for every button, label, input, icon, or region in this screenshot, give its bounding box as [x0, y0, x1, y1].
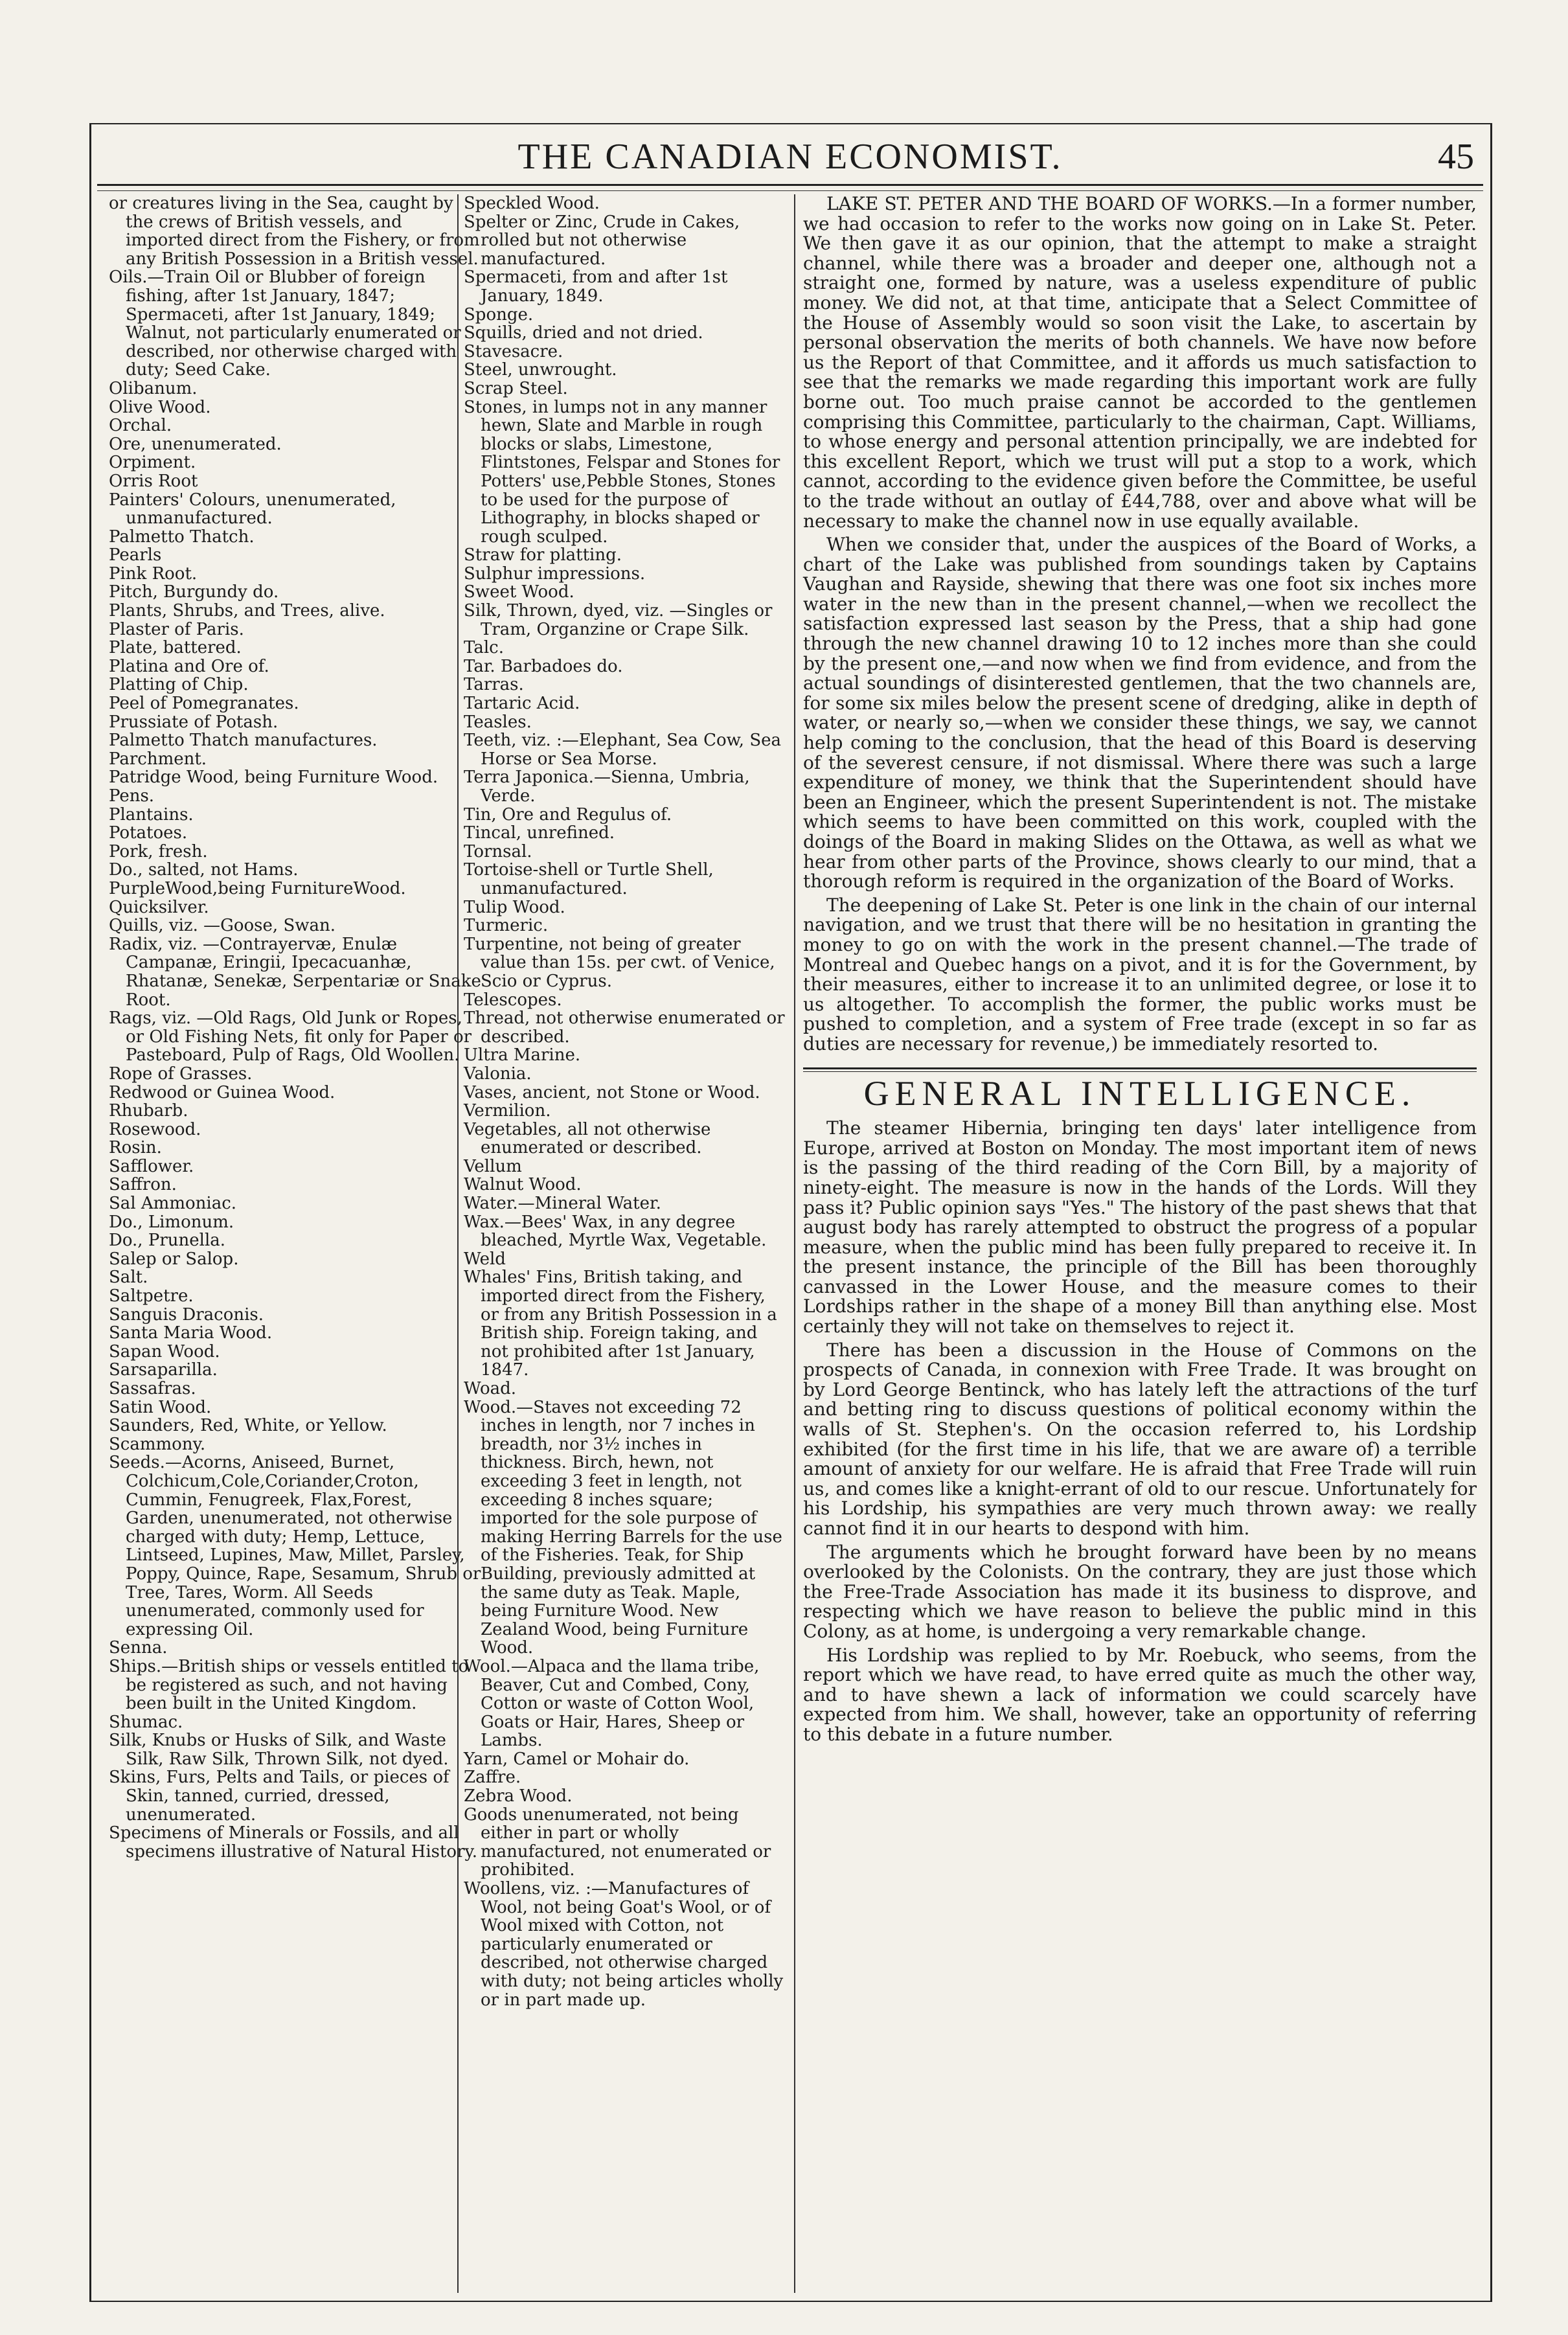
article-paragraph: When we consider that, under the auspices of the Board of Works, a chart of the Lake was published from soundings taken by Captains Vaughan and Rayside, shewing that there was one foot six inches more water in the new than in the present channel,—when we recollect the satisfaction expressed last season by the Press, that a ship had gone through the new channel drawing 10 to 12 inches more than she could by the present one,—and now when we find from evidence, and from the actual soundings of disinterested gentlemen, that the two channels are, for some six miles below the present scene of dredging, alike in depth of water, or nearly so,—when we consider these things, we say, we cannot help coming to the conclusion, that the head of this Board is deserving of the severest censure, if not dismissal. Where there was such a large expenditure of money, we think that the Superintendent should have been an Engineer, which the present Superintendent is not. The mistake which seems to have been committed on this work, coupled with the doings of the Board in making Slides on the Ottawa, as well as what we hear from other parts of the Province, shows clearly to our mind, that a thorough reform is required in the organization of the Board of Works. [803, 534, 1477, 893]
tariff-entry: Olive Wood. [109, 397, 211, 417]
tariff-entry: Speckled Wood. [464, 194, 600, 213]
tariff-entry: Stones, in lumps not in any manner hewn, Slate and Marble in rough blocks or slabs, Limestone, Flintstones, Felspar and Stones for Potters' use,Pebble Stones, Stones to be used for the purpose of Lithography, in blocks shaped or rough sculped. [464, 397, 780, 547]
tariff-entry: Salt. [109, 1268, 148, 1288]
article-general-intelligence [803, 1119, 1477, 1744]
tariff-entry: Sapan Wood. [109, 1341, 220, 1361]
tariff-entry: Wood.—Staves not exceeding 72 inches in length, nor 7 inches in breadth, nor 3½ inches in thickness. Birch, hewn, not exceeding 3 feet in length, not exceeding 8 inches square; imported for the sole purpose of making Herring Barrels for the use of the Fisheries. Teak, for Ship Building, previously admitted at the same duty as Teak. Maple, being Furniture Wood. New Zealand Wood, being Furniture Wood. [464, 1397, 782, 1658]
tariff-entry: Platting of Chip. [109, 675, 249, 695]
tariff-entry: Woad. [464, 1379, 517, 1398]
tariff-entry: Straw for platting. [464, 545, 622, 565]
article-paragraph: LAKE ST. PETER AND THE BOARD OF WORKS.—In a former number, we had occasion to refer to the works now going on in Lake St. Peter. We then gave it as our opinion, that the attempt to make a straight channel, while there was a broader and deeper one, although not a straight one, formed by nature, was a useless expenditure of public money. We did not, at that time, anticipate that a Select Committee of the House of Assembly would so soon visit the Lake, to ascertain by personal observation the merits of both channels. We have now before us the Report of that Committee, and it affords us much satisfaction to see that the remarks we made regarding this important work are fully borne out. Too much praise cannot be accorded to the gentlemen comprising this Committee, particularly to the chairman, Capt. Williams, to whose energy and personal attention principally, we are indebted for this excellent Report, which we trust will put a stop to a work, which cannot, according to the evidence given before the Committee, be useful to the trade without an outlay of £44,788, over and above what will be necessary to make the channel now in use equally available. [803, 193, 1477, 532]
article-paragraph: The deepening of Lake St. Peter is one link in the chain of our internal navigation, and we trust that there will be no hesitation in granting the money to go on with the work in the present channel.—The trade of Montreal and Quebec hangs on a pivot, and it is for the Government, by their measures, either to increase it to an unlimited degree, or lose it to us altogether. To accomplish the former, the public works must be pushed to completion, and a system of Free trade (except in so far as duties are necessary for revenue,) be immediately resorted to. [803, 894, 1477, 1054]
tariff-entry: Sanguis Draconis. [109, 1304, 264, 1325]
masthead-title: THE CANADIAN ECONOMIST. [517, 137, 1063, 177]
tariff-entry: Silk, Knubs or Husks of Silk, and Waste Silk, Raw Silk, Thrown Silk, not dyed. [109, 1731, 449, 1769]
tariff-entry: Tarras. [464, 675, 524, 695]
tariff-entry: Prussiate of Potash. [109, 712, 278, 732]
tariff-entry: Plaster of Paris. [109, 619, 244, 639]
tariff-entry: Specimens of Minerals or Fossils, and all specimens illustrative of Natural History. [109, 1823, 478, 1862]
tariff-entry: Squills, dried and not dried. [464, 323, 703, 343]
tariff-entry: Do., salted, not Hams. [109, 860, 299, 880]
tariff-entry: Radix, viz. —Contrayervæ, Enulæ Campanæ, Eringii, Ipecacuanhæ, Rhatanæ, Senekæ, Serpentariæ or Snake Root. [109, 934, 481, 1010]
tariff-entry: Wax.—Bees' Wax, in any degree bleached, Myrtle Wax, Vegetable. [464, 1212, 767, 1251]
tariff-entry: Telescopes. [464, 990, 562, 1010]
tariff-entry: Palmetto Thatch manufactures. [109, 731, 378, 751]
tariff-entry: Rosin. [109, 1138, 162, 1158]
tariff-entry: Safflower. [109, 1156, 194, 1176]
tariff-entry: Seeds.—Acorns, Aniseed, Burnet, Colchicum,Cole,Coriander,Croton, Cummin, Fenugreek, Flax,Forest, Garden, unenumerated, not otherwise charged with duty; Hemp, Lettuce, Lintseed, Lupines, Maw, Millet, Parsley, Poppy, Quince, Rape, Sesamum, Shrub or Tree, Tares, Worm. All Seeds unenumerated, commonly used for expressing Oil. [109, 1453, 481, 1639]
tariff-entry: Turpentine, not being of greater value than 15s. per cwt. of Venice, Scio or Cyprus. [464, 934, 775, 991]
tariff-entry: Sarsaparilla. [109, 1360, 218, 1380]
tariff-entry: Vermilion. [464, 1101, 551, 1121]
tariff-entry: Saunders, Red, White, or Yellow. [109, 1416, 387, 1436]
tariff-entry: Tulip Wood. [464, 897, 565, 917]
tariff-entry: Skins, Furs, Pelts and Tails, or pieces of Skin, tanned, curried, dressed, unenumerated. [109, 1768, 449, 1825]
tariff-entry: Goods unenumerated, not being either in part or wholly manufactured, not enumerated or prohibited. [464, 1805, 771, 1880]
tariff-entry: Water.—Mineral Water. [464, 1194, 661, 1214]
tariff-entry: Plate, battered. [109, 638, 242, 658]
tariff-entry: Sweet Wood. [464, 582, 574, 602]
article-paragraph: The steamer Hibernia, bringing ten days' later intelligence from Europe, arrived at Boston on Monday. The most important item of news is the passing of the third reading of the Corn Bill, by a majority of ninety-eight. The measure is now in the hands of the Lords. Will they pass it? Public opinion says "Yes." The history of the past shews that that august body has rarely attempted to obstruct the progress of a popular measure, when the public mind has been fully prepared to receive it. In the present instance, the principle of the Bill has been thoroughly canvassed in the Lower House, and the measure comes to their Lordships rather in the shape of a money Bill than anything else. Most certainly they will not take on themselves to reject it. [803, 1117, 1477, 1338]
tariff-entry: Satin Wood. [109, 1397, 212, 1417]
tariff-entry: Patridge Wood, being Furniture Wood. [109, 768, 438, 788]
tariff-entry: Ships.—British ships or vessels entitled to be registered as such, and not having been built in the United Kingdom. [109, 1656, 469, 1714]
tariff-entry: Saltpetre. [109, 1286, 194, 1306]
article-paragraph: His Lordship was replied to by Mr. Roebuck, who seems, from the report which we have read, to have erred quite as much the other way, and to have shewn a lack of information we could scarcely have expected from him. We shall, however, take an opportunity of referring to this debate in a future number. [803, 1644, 1477, 1745]
tariff-entry: Sassafras. [109, 1379, 196, 1398]
tariff-entry: Tartaric Acid. [464, 694, 580, 714]
tariff-entry: Tin, Ore and Regulus of. [464, 804, 672, 825]
tariff-entry: Vases, ancient, not Stone or Wood. [464, 1082, 760, 1102]
tariff-entry: Platina and Ore of. [109, 656, 269, 676]
tariff-entry: Zaffre. [464, 1768, 521, 1788]
tariff-entry: Scrap Steel. [464, 378, 568, 398]
tariff-entry: Rags, viz. —Old Rags, Old Junk or Ropes, or Old Fishing Nets, fit only for Paper or Pasteboard, Pulp of Rags, Old Woollen. [109, 1008, 472, 1065]
tariff-entry: Pitch, Burgundy do. [109, 582, 279, 602]
tariff-entry: Pearls [109, 545, 162, 565]
tariff-entry: Oils.—Train Oil or Blubber of foreign fishing, after 1st January, 1847; Spermaceti, after 1st January, 1849; Walnut, not particularly enumerated or described, nor otherwise charged with duty; Seed Cake. [109, 268, 461, 380]
tariff-entry: Peel of Pomegranates. [109, 694, 299, 714]
tariff-entry: Parchment. [109, 749, 207, 769]
tariff-entry: Do., Limonum. [109, 1212, 234, 1232]
tariff-entry: Tornsal. [464, 841, 532, 861]
tariff-entry: PurpleWood,being FurnitureWood. [109, 878, 406, 898]
tariff-entry: Woollens, viz. :—Manufactures of Wool, not being Goat's Wool, or of Wool mixed with Cotton, not particularly enumerated or described, not otherwise charged with duty; not being articles wholly or in part made up. [464, 1879, 784, 2010]
column-3-articles [803, 194, 1477, 1749]
tariff-entry: Zebra Wood. [464, 1786, 573, 1806]
tariff-entry: Thread, not otherwise enumerated or described. [464, 1008, 785, 1047]
tariff-entry: Valonia. [464, 1064, 532, 1084]
header-rule-thin [97, 190, 1483, 191]
tariff-entry: Talc. [464, 638, 504, 658]
section-rule-thin [803, 1071, 1477, 1072]
tariff-entry: Teeth, viz. :—Elephant, Sea Cow, Sea Horse or Sea Morse. [464, 731, 782, 769]
tariff-entry: Vellum [464, 1156, 522, 1176]
tariff-entry: Silk, Thrown, dyed, viz. —Singles or Tram, Organzine or Crape Silk. [464, 601, 773, 639]
tariff-entry: Turmeric. [464, 916, 549, 936]
tariff-entry: Potatoes. [109, 823, 188, 843]
tariff-entry: Weld [464, 1249, 506, 1269]
tariff-entry: Do., Prunella. [109, 1231, 226, 1251]
tariff-entry: Palmetto Thatch. [109, 527, 255, 547]
article-paragraph: There has been a discussion in the House of Commons on the prospects of Canada, in connexion with Free Trade. It was brought on by Lord George Bentinck, who has lately left the attractions of the turf and betting ring to discuss questions of political economy within the walls of St. Stephen's. On the occasion referred to, his Lordship exhibited (for the first time in his life, that we are aware of) a terrible amount of anxiety for our welfare. He is afraid that Free Trade will ruin us, and comes like a knight-errant of old to our rescue. Unfortunately for his Lordship, his sympathies are very much thrown away: we really cannot find it in our hearts to despond with him. [803, 1339, 1477, 1539]
tariff-entry: Yarn, Camel or Mohair do. [464, 1749, 690, 1769]
tariff-entry: Orris Root [109, 471, 198, 491]
tariff-entry: Ultra Marine. [464, 1045, 581, 1065]
tariff-entry: Walnut Wood. [464, 1175, 582, 1195]
column-divider-2 [794, 194, 795, 2293]
tariff-entry: Vegetables, all not otherwise enumerated or described. [464, 1119, 711, 1158]
article-lake-st-peter [803, 194, 1477, 1054]
tariff-entry: Rhubarb. [109, 1101, 188, 1121]
tariff-entry: Steel, unwrought. [464, 360, 617, 380]
tariff-entry: Pink Root. [109, 564, 198, 584]
tariff-entry: Scammony. [109, 1434, 206, 1454]
tariff-entry: Rope of Grasses. [109, 1064, 253, 1084]
page-number: 45 [1438, 137, 1474, 177]
tariff-entry: Sal Ammoniac. [109, 1194, 237, 1214]
tariff-entry: Quicksilver. [109, 897, 209, 917]
tariff-entry: or creatures living in the Sea, caught by the crews of British vessels, and imported direct from the Fishery, or from any British Possession in a British vessel. [109, 194, 480, 269]
tariff-entry: Wool.—Alpaca and the llama tribe, Beaver, Cut and Combed, Cony, Cotton or waste of Cotton Wool, Goats or Hair, Hares, Sheep or Lambs. [464, 1656, 760, 1751]
tariff-entry: Senna. [109, 1638, 168, 1658]
tariff-entry: Pens. [109, 786, 155, 806]
tariff-entry: Tortoise-shell or Turtle Shell, unmanufactured. [464, 860, 714, 898]
page-header [97, 130, 1483, 181]
tariff-entry: Plants, Shrubs, and Trees, alive. [109, 601, 385, 621]
tariff-entry: Quills, viz. —Goose, Swan. [109, 916, 336, 936]
tariff-entry: Saffron. [109, 1175, 177, 1195]
tariff-entry: Rosewood. [109, 1119, 201, 1139]
tariff-entry: Tincal, unrefined. [464, 823, 615, 843]
tariff-entry: Tar. Barbadoes do. [464, 656, 623, 676]
header-rule-thick [97, 184, 1483, 186]
column-1-tariff-list [109, 194, 482, 1861]
column-2-tariff-list [464, 194, 788, 2009]
article-paragraph: The arguments which he brought forward have been by no means overlooked by the Colonists. On the contrary, they are just those which the Free-Trade Association has made it its business to disprove, and respecting which we have reason to believe the public mind in this Colony, as at home, is undergoing a very remarkable change. [803, 1541, 1477, 1642]
tariff-entry: Orpiment. [109, 453, 196, 473]
tariff-entry: Pork, fresh. [109, 841, 208, 861]
tariff-entry: Spelter or Zinc, Crude in Cakes, rolled but not otherwise manufactured. [464, 212, 740, 269]
tariff-entry: Ore, unenumerated. [109, 434, 282, 454]
tariff-entry: Teasles. [464, 712, 532, 732]
tariff-entry: Olibanum. [109, 378, 198, 398]
tariff-entry: Spermaceti, from and after 1st January, 1849. [464, 268, 728, 306]
tariff-entry: Shumac. [109, 1712, 183, 1732]
tariff-entry: Sponge. [464, 304, 534, 325]
tariff-entry: Painters' Colours, unenumerated, unmanufactured. [109, 490, 396, 529]
tariff-entry: Salep or Salop. [109, 1249, 239, 1269]
tariff-entry: Plantains. [109, 804, 194, 825]
tariff-entry: Terra Japonica.—Sienna, Umbria, Verde. [464, 768, 750, 806]
section-rule-thick [803, 1067, 1477, 1069]
tariff-entry: Stavesacre. [464, 341, 563, 361]
tariff-entry: Sulphur impressions. [464, 564, 646, 584]
tariff-entry: Santa Maria Wood. [109, 1323, 273, 1343]
tariff-entry: Redwood or Guinea Wood. [109, 1082, 335, 1102]
section-heading: GENERAL INTELLIGENCE. [863, 1073, 1416, 1113]
tariff-entry: Orchal. [109, 416, 172, 436]
tariff-entry: Whales' Fins, British taking, and imported direct from the Fishery, or from any British Possession in a British ship. Foreign taking, and not prohibited after 1st January, 1847. [464, 1268, 777, 1380]
